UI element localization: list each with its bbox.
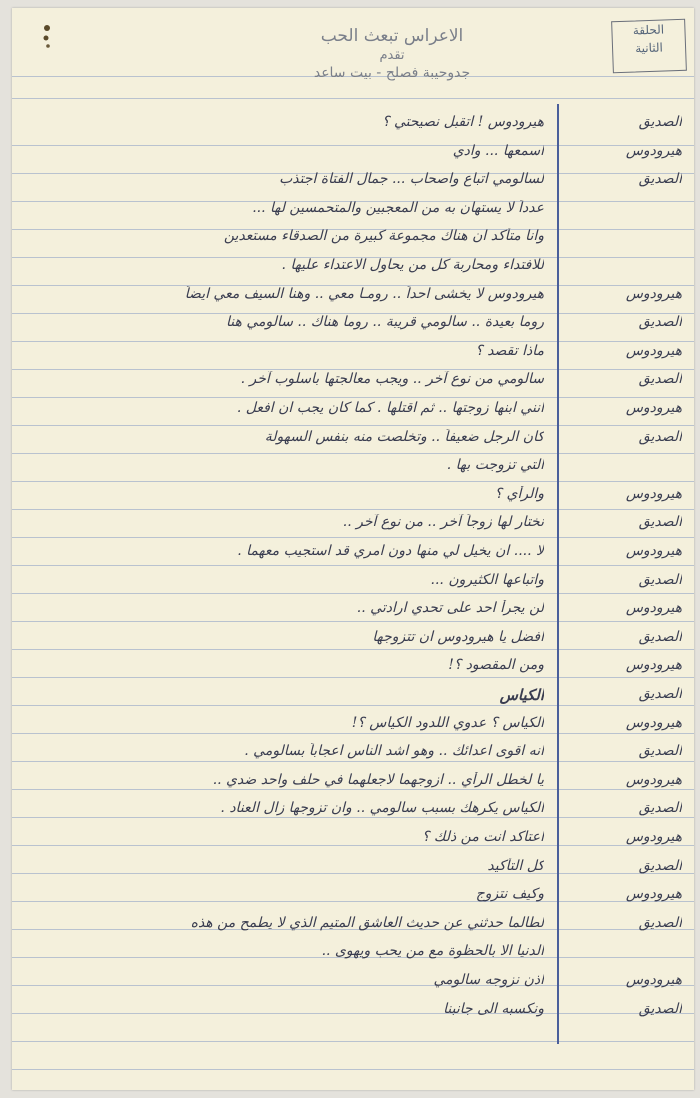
dialogue-line: هيرودوس ! اتقبل نصيحتي ؟: [382, 114, 544, 130]
dialogue-line: ونكسبه الى جانبنا: [443, 1000, 544, 1017]
dialogue-row: [12, 886, 694, 916]
dialogue-line: سالومي من نوع آخر .. ويجب معالجتها باسلوب آخر .: [240, 371, 544, 388]
ink-stain-icon: [42, 24, 52, 50]
speaker-name: الصديق: [638, 514, 682, 531]
dialogue-row: [12, 629, 694, 659]
page-title: الاعراس تبعث الحب: [320, 26, 464, 46]
speaker-name: الصديق: [638, 800, 682, 817]
speaker-name: هيرودوس: [625, 600, 682, 617]
stamp-line-1: الحلقة: [632, 22, 665, 38]
dialogue-line: للافتداء ومحاربة كل من يحاول الاعتداء عليها .: [281, 257, 544, 273]
dialogue-row: [12, 858, 694, 888]
dialogue-row: [12, 943, 694, 973]
dialogue-row: [12, 486, 694, 516]
dialogue-line: لطالما حدثني عن حديث العاشق المتيم الذي لا يطمح من هذه: [190, 914, 544, 931]
dialogue-row: [12, 800, 694, 830]
dialogue-row: [12, 715, 694, 745]
speaker-name: هيرودوس: [625, 771, 682, 788]
dialogue-row: [12, 572, 694, 602]
speaker-name: الصديق: [638, 1000, 682, 1017]
dialogue-line: الدنيا الا بالحظوة مع من يحب ويهوى ..: [321, 943, 544, 960]
speaker-name: هيرودوس: [625, 714, 682, 731]
dialogue-line: افضل يا هيرودوس ان تتزوجها: [372, 628, 544, 645]
dialogue-line: هيرودوس لا يخشى احداً .. رومـا معي .. وهنا السيف معي ايضاً: [184, 285, 544, 302]
dialogue-row: [12, 543, 694, 573]
dialogue-row: [12, 1001, 694, 1031]
speaker-name: هيرودوس: [625, 972, 682, 988]
dialogue-row: [12, 657, 694, 687]
dialogue-line: انه اقوى اعدائك .. وهو اشد الناس اعجاباً بسالومي .: [244, 743, 544, 760]
speaker-name: الصديق: [638, 686, 682, 702]
dialogue-row: [12, 228, 694, 258]
manuscript-page: [12, 8, 694, 1090]
dialogue-row: [12, 514, 694, 544]
ruled-line: [12, 98, 694, 99]
dialogue-row: [12, 314, 694, 344]
speaker-name: الصديق: [638, 743, 682, 760]
dialogue-line: الكياس: [499, 686, 544, 704]
dialogue-line: كل التأكيد: [487, 857, 544, 874]
dialogue-line: روما بعيدة .. سالومي قريبة .. روما هناك .. سالومي هنا: [226, 314, 544, 331]
dialogue-row: [12, 829, 694, 859]
dialogue-row: [12, 400, 694, 430]
page-subtitle: تقدم: [379, 48, 405, 63]
dialogue-row: [12, 200, 694, 230]
page-byline: جدوحيبة فصلح - بيت ساعد: [313, 65, 471, 81]
dialogue-row: [12, 972, 694, 1002]
dialogue-line: كان الرجل ضعيفاً .. وتخلصت منه بنفس السهولة: [264, 428, 544, 445]
dialogue-line: ومن المقصود ؟!: [448, 657, 544, 674]
page-title-block: [262, 26, 522, 81]
dialogue-row: [12, 915, 694, 945]
speaker-name: الصديق: [638, 914, 682, 931]
dialogue-row: [12, 143, 694, 173]
dialogue-line: نختار لها زوجاً آخر .. من نوع آخر ..: [342, 514, 544, 531]
speaker-name: هيرودوس: [625, 285, 682, 302]
speaker-name: هيرودوس: [625, 657, 682, 674]
dialogue-row: [12, 343, 694, 373]
dialogue-row: [12, 257, 694, 287]
dialogue-row: [12, 600, 694, 630]
speaker-name: الصديق: [638, 171, 682, 188]
dialogue-row: [12, 772, 694, 802]
speaker-name: الصديق: [638, 114, 682, 130]
speaker-name: الصديق: [638, 371, 682, 388]
speaker-name: الصديق: [638, 628, 682, 645]
dialogue-line: وانا متأكد ان هناك مجموعة كبيرة من الصدقاء مستعدين: [223, 228, 544, 245]
dialogue-row: [12, 371, 694, 401]
dialogue-line: والرأي ؟: [494, 485, 544, 502]
speaker-name: هيرودوس: [625, 342, 682, 359]
stamp-line-2: الثانية: [634, 40, 664, 56]
dialogue-row: [12, 743, 694, 773]
dialogue-line: اعتاكد انت من ذلك ؟: [422, 829, 544, 845]
speaker-name: هيرودوس: [625, 485, 682, 502]
dialogue-row: [12, 286, 694, 316]
dialogue-line: لن يجرأ احد على تحدي ارادتي ..: [356, 600, 544, 617]
dialogue-line: لسالومي اتباع واصحاب ... جمال الفتاة اجتذب: [279, 171, 544, 188]
dialogue-row: [12, 429, 694, 459]
dialogue-line: يا لخطل الرأي .. ازوجهما لاجعلهما في حلف واحد ضدي ..: [212, 771, 544, 788]
speaker-name: الصديق: [638, 857, 682, 874]
speaker-name: الصديق: [638, 428, 682, 445]
dialogue-line: لا .... ان يخيل لي منها دون امري قد استجيب معهما .: [237, 543, 544, 559]
episode-stamp: [611, 19, 687, 74]
speaker-name: هيرودوس: [625, 829, 682, 845]
speaker-name: هيرودوس: [625, 886, 682, 903]
dialogue-line: اسمعها ... وادي: [452, 142, 544, 159]
dialogue-row: [12, 686, 694, 716]
dialogue-row: [12, 171, 694, 201]
dialogue-line: الكياس يكرهك بسبب سالومي .. وان تزوجها زال العناد .: [220, 800, 544, 817]
dialogue-line: وكيف نتزوج: [475, 886, 544, 903]
speaker-name: هيرودوس: [625, 142, 682, 159]
dialogue-row: [12, 457, 694, 487]
dialogue-line: واتباعها الكثيرون ...: [430, 571, 544, 588]
dialogue-line: اذن نزوجه سالومي: [433, 972, 544, 988]
dialogue-line: ماذا تقصد ؟: [475, 342, 544, 359]
speaker-name: هيرودوس: [625, 543, 682, 559]
dialogue-line: الكياس ؟ عدوي اللدود الكياس ؟!: [351, 714, 544, 731]
dialogue-line: عدداً لا يستهان به من المعجبين والمتحمسين لها ...: [252, 199, 544, 216]
dialogue-line: التي تزوجت بها .: [446, 457, 544, 474]
speaker-name: الصديق: [638, 571, 682, 588]
dialogue-row: [12, 114, 694, 144]
speaker-name: الصديق: [638, 314, 682, 331]
dialogue-line: انني ابنها زوجتها .. ثم اقتلها . كما كان يجب ان افعل .: [236, 400, 544, 416]
speaker-name: هيرودوس: [625, 400, 682, 416]
